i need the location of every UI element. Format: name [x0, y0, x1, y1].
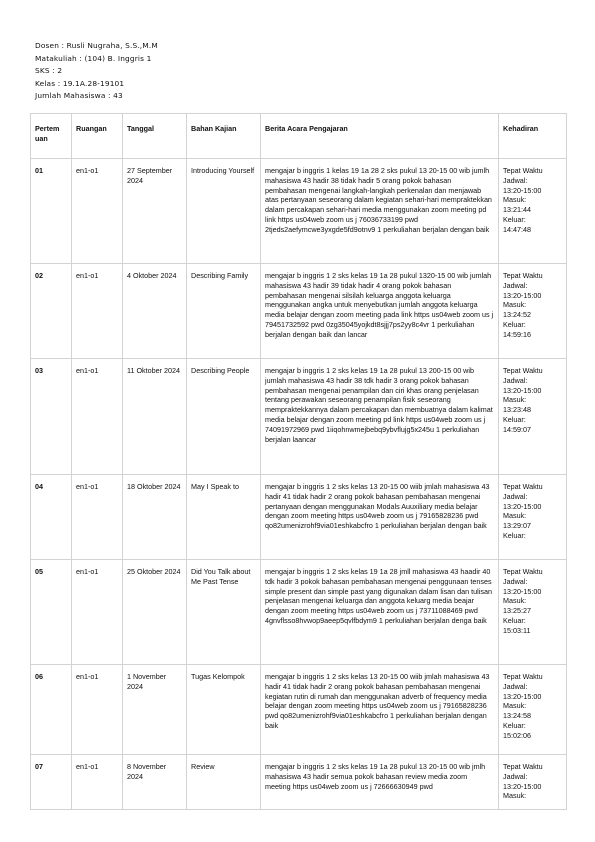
room-cell: en1-o1: [72, 665, 123, 755]
check-in-label: Masuk:: [503, 791, 527, 801]
report-cell: mengajar b inggris 1 kelas 19 1a 28 2 sks pukul 13 20-15 00 wib jumlh mahasiswa 43 hadir 38 tidak hadir 5 orang pokok bahasan pembahasan mengenai langkah-langkah perkenalan dan menjawab atas pertanyaan seseorang dalam kegiatan sehari-hari mempraktekkan dalam percakapan sehari-hari media menggunakan zoom meeting pd link https us04web zoom us j 76036733199 pwd 2tjeds2aefymcwe3yxgde5fd9otnv9 1 perkuliahan berjalan dengan baik: [261, 159, 499, 264]
schedule-value: 13:20-15:00: [503, 691, 542, 701]
schedule-value: 13:20-15:00: [503, 586, 542, 596]
meeting-number: 02: [31, 264, 72, 359]
check-out-label: Keluar:: [503, 214, 526, 224]
header-topic: Bahan Kajian: [187, 114, 261, 159]
table-row: [31, 159, 567, 264]
meeting-number: 06: [31, 665, 72, 755]
check-out-value: 14:47:48: [503, 224, 531, 234]
check-in-label: Masuk:: [503, 596, 527, 606]
attendance-cell: [499, 159, 567, 264]
student-count-line: Jumlah Mahasiswa : 43: [35, 91, 123, 101]
check-out-value: 14:59:16: [503, 329, 531, 339]
report-cell: mengajar b inggris 1 2 sks kelas 13 20-15 00 wiib jmlah mahasiswa 43 hadir 41 tidak hadir 2 orang pokok bahasan pembahasan mengenai kegiatan rutin di rumah dan menggunakan adverb of frequency media belajar dengan zoom meeting https us04web zoom us j 79165828236 pwd qo82umenizrohf9via01eshkabcfro 1 perkuliahan berjalan dengan baik: [261, 665, 499, 755]
attendance-cell: [499, 475, 567, 560]
course-info: [35, 40, 335, 103]
schedule-value: 13:20-15:00: [503, 290, 542, 300]
topic-cell: Describing People: [187, 359, 261, 475]
check-out-label: Keluar:: [503, 720, 526, 730]
check-in-label: Masuk:: [503, 300, 527, 310]
report-cell: mengajar b inggris 1 2 sks kelas 19 1a 28 jmll mahasiswa 43 haadir 40 tdk hadir 3 pokok bahasan pembahasan mengenai penggunaan tenses simple present dan simple past yang digunakan dalam lisan dan tulisan penjelasan mengenai keluarga dan anggota keluarg media beajar dengan zoom meeting https us04web zoom us j 73711088469 pwd 4gnvflsso8hvwop9aeep5qvlfbdym9 1 perkuliahan berjalan denga baik: [261, 560, 499, 665]
check-out-value: 15:03:11: [503, 625, 531, 635]
schedule-value: 13:20-15:00: [503, 185, 542, 195]
report-cell: mengajar b inggris 1 2 sks kelas 19 1a 28 pukul 13 20-15 00 wib jmlh mahasiswa 43 hadir semua pokok bahasan review media zoom meeting https us04web zoom us j 72666630949 pwd: [261, 755, 499, 810]
report-cell: mengajar b inggris 1 2 sks kelas 13 20-15 00 wiib jmlah mahasiswa 43 hadir 41 tidak hadir 2 orang pokok bahasan pembahasan mengenai pertanyaan dengan menggunakan Modals Auuxiliary media belajar dengan zoom meeting https us04web zoom us j 79165828236 pwd qo82umenizrohf9via01eshkabcfro 1 perkuliahan berjalan dengan baik: [261, 475, 499, 560]
schedule-label: Jadwal:: [503, 280, 528, 290]
check-out-label: Keluar:: [503, 319, 526, 329]
check-out-label: Keluar:: [503, 530, 526, 540]
date-cell: 4 Oktober 2024: [123, 264, 187, 359]
room-cell: en1-o1: [72, 159, 123, 264]
status-text: Tepat Waktu: [503, 672, 543, 681]
check-in-label: Masuk:: [503, 511, 527, 521]
schedule-label: Jadwal:: [503, 576, 528, 586]
check-in-label: Masuk:: [503, 195, 527, 205]
table-header-row: [31, 114, 567, 159]
report-cell: mengajar b inggris 1 2 sks kelas 19 1a 28 pukul 13 200-15 00 wib jumlah mahasiswa 43 hadir 38 tdk hadir 3 orang pokok bahasan pembahasan mengenai penampilan dan ciri khas orang penjelasan tentang perawakan seseorang penampilan fisik seseorang mempraktekkannya dalam percakapan dan membuatnya dalam kalimat media belajar dengan zoom meeting pd link https us04web zoom us j 74091972969 pwd 1iiqohnwmejbebq9ybvflujg5x245u 1 perkuliahan berjalan laancar: [261, 359, 499, 475]
attendance-cell: [499, 264, 567, 359]
date-cell: 8 November 2024: [123, 755, 187, 810]
meeting-number: 05: [31, 560, 72, 665]
date-cell: 25 Oktober 2024: [123, 560, 187, 665]
report-cell: mengajar b inggris 1 2 sks kelas 19 1a 28 pukul 1320-15 00 wib jumlah mahasiswa 43 hadir 39 tidak hadir 4 orang pokok bahasan pembahasan mengenai silsilah keluarga anggota keluarga menggunakan angka untuk menyebutkan jumlah anggota keluarga media belajar dengan zoom meeting pada link https us04web zoom us j 79451732592 pwd 0zg35045yojkdt8sjjj7ps2yy8c4vr 1 perkuliahan berjalan dengan baik dan lancar: [261, 264, 499, 359]
header-teaching-report: Berita Acara Pengajaran: [261, 114, 499, 159]
date-cell: 27 September 2024: [123, 159, 187, 264]
table-row: [31, 264, 567, 359]
room-cell: en1-o1: [72, 264, 123, 359]
topic-cell: Describing Family: [187, 264, 261, 359]
status-text: Tepat Waktu: [503, 482, 543, 491]
table-row: [31, 475, 567, 560]
table-row: [31, 665, 567, 755]
schedule-label: Jadwal:: [503, 375, 528, 385]
check-in-value: 13:23:48: [503, 405, 531, 415]
date-cell: 11 Oktober 2024: [123, 359, 187, 475]
topic-cell: Review: [187, 755, 261, 810]
topic-cell: Tugas Kelompok: [187, 665, 261, 755]
room-cell: en1-o1: [72, 359, 123, 475]
check-in-value: 13:29:07: [503, 521, 531, 531]
schedule-label: Jadwal:: [503, 771, 528, 781]
meeting-number: 01: [31, 159, 72, 264]
course-line: Matakuliah : (104) B. Inggris 1: [35, 53, 152, 63]
attendance-cell: [499, 560, 567, 665]
schedule-value: 13:20-15:00: [503, 501, 542, 511]
attendance-cell: [499, 665, 567, 755]
class-line: Kelas : 19.1A.28-19101: [35, 78, 125, 88]
meeting-number: 04: [31, 475, 72, 560]
schedule-value: 13:20-15:00: [503, 781, 542, 791]
status-text: Tepat Waktu: [503, 271, 543, 280]
schedule-value: 13:20-15:00: [503, 385, 542, 395]
topic-cell: Introducing Yourself: [187, 159, 261, 264]
check-out-value: 14:59:07: [503, 424, 531, 434]
status-text: Tepat Waktu: [503, 567, 543, 576]
room-cell: en1-o1: [72, 755, 123, 810]
check-in-label: Masuk:: [503, 701, 527, 711]
topic-cell: Did You Talk about Me Past Tense: [187, 560, 261, 665]
check-out-label: Keluar:: [503, 414, 526, 424]
check-in-value: 13:24:52: [503, 310, 531, 320]
header-room: Ruangan: [72, 114, 123, 159]
topic-cell: May I Speak to: [187, 475, 261, 560]
attendance-table: [30, 113, 567, 810]
status-text: Tepat Waktu: [503, 762, 543, 771]
schedule-label: Jadwal:: [503, 681, 528, 691]
status-text: Tepat Waktu: [503, 166, 543, 175]
meeting-number: 03: [31, 359, 72, 475]
lecturer-line: Dosen : Rusli Nugraha, S.S.,M.M: [35, 41, 158, 50]
check-out-label: Keluar:: [503, 615, 526, 625]
schedule-label: Jadwal:: [503, 175, 528, 185]
table-row: [31, 359, 567, 475]
meeting-number: 07: [31, 755, 72, 810]
header-date: Tanggal: [123, 114, 187, 159]
date-cell: 18 Oktober 2024: [123, 475, 187, 560]
date-cell: 1 November 2024: [123, 665, 187, 755]
header-attendance: Kehadiran: [499, 114, 567, 159]
attendance-cell: [499, 359, 567, 475]
status-text: Tepat Waktu: [503, 366, 543, 375]
table-row: [31, 560, 567, 665]
room-cell: en1-o1: [72, 560, 123, 665]
check-in-value: 13:24:58: [503, 711, 531, 721]
check-in-value: 13:25:27: [503, 606, 531, 616]
check-out-value: 15:02:06: [503, 730, 531, 740]
table-row: [31, 755, 567, 810]
schedule-label: Jadwal:: [503, 491, 528, 501]
check-in-value: 13:21:44: [503, 205, 531, 215]
room-cell: en1-o1: [72, 475, 123, 560]
attendance-cell: [499, 755, 567, 810]
check-in-label: Masuk:: [503, 395, 527, 405]
header-meeting: Pertem uan: [31, 114, 72, 159]
credits-line: SKS : 2: [35, 66, 63, 76]
